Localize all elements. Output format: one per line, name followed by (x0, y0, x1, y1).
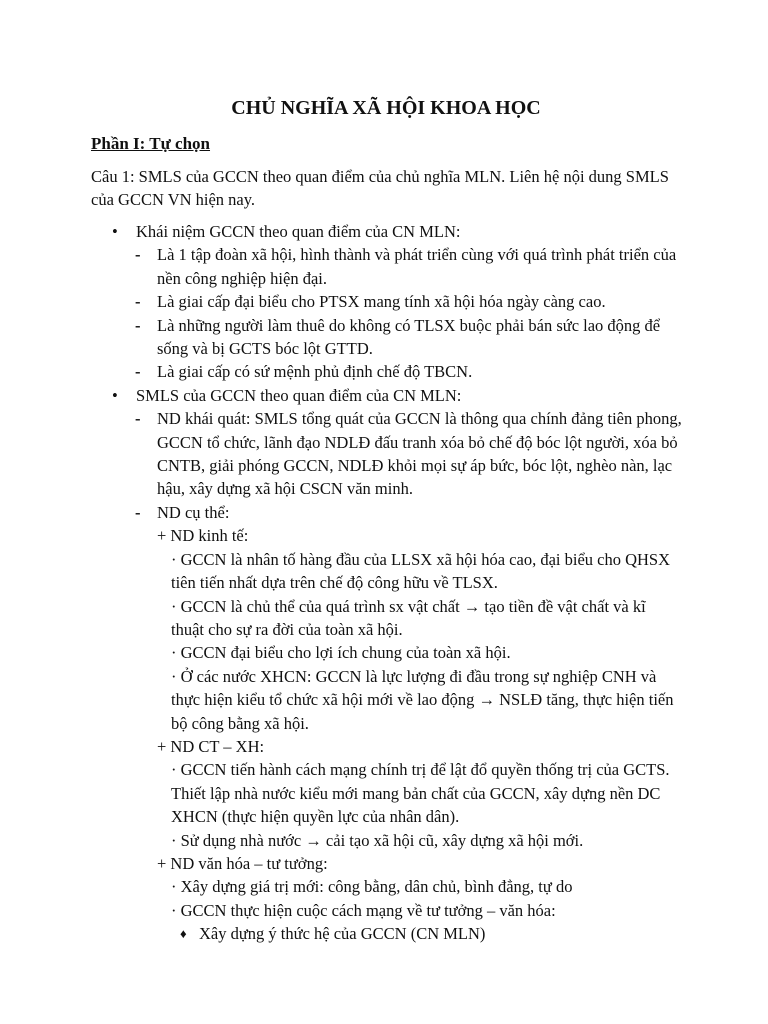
bullet-text: Khái niệm GCCN theo quan điểm của CN MLN: (136, 222, 461, 241)
dash-text: Là những người làm thuê do không có TLSX buộc phải bán sức lao động để sống và bị GCTS bóc lột GTTD. (157, 315, 661, 359)
dot-item: · GCCN là nhân tố hàng đầu của LLSX xã hội hóa cao, đại biểu cho QHSX tiên tiến nhất dựa trên chế độ công hữu về TLSX. (171, 549, 671, 593)
dash-marker: - (135, 245, 141, 265)
dash-item (91, 501, 685, 524)
dash-item (91, 314, 685, 361)
bullet-marker: • (112, 385, 118, 405)
subsection-heading-economic: + ND kinh tế: (157, 526, 249, 546)
document-content (91, 220, 691, 946)
question-paragraph: Câu 1: SMLS của GCCN theo quan điểm của chủ nghĩa MLN. Liên hệ nội dung SMLS của GCCN VN hiện nay. (91, 167, 669, 210)
dash-marker: - (135, 292, 141, 312)
section-heading: Phần I: Tự chọn (91, 134, 211, 153)
dash-item (91, 407, 685, 501)
dash-marker: - (135, 362, 141, 382)
dash-item (91, 243, 685, 290)
dash-marker: - (135, 409, 141, 429)
document-title: CHỦ NGHĨA XÃ HỘI KHOA HỌC (231, 97, 541, 119)
dash-text: Là 1 tập đoàn xã hội, hình thành và phát triển cùng với quá trình phát triển của nền công nghiệp hiện đại. (157, 245, 677, 288)
subsection-heading-political: + ND CT – XH: (157, 736, 265, 756)
bullet-item (91, 220, 691, 243)
diamond-item (91, 922, 691, 945)
bullet-item (91, 384, 691, 407)
dot-item: · GCCN thực hiện cuộc cách mạng về tư tưởng – văn hóa: (171, 900, 556, 920)
dot-item: · GCCN đại biểu cho lợi ích chung của toàn xã hội. (171, 643, 511, 663)
dot-item: · GCCN tiến hành cách mạng chính trị để lật đổ quyền thống trị của GCTS. Thiết lập nhà nước kiểu mới mang bản chất của GCCN, xây dựng nền DC XHCN (thực hiện quyền lực của nhân dân). (171, 760, 670, 827)
bullet-text: SMLS của GCCN theo quan điểm của CN MLN: (136, 385, 462, 405)
dot-item: · Ở các nước XHCN: GCCN là lực lượng đi đầu trong sự nghiệp CNH và thực hiện kiểu tổ chức xã hội mới về lao động → NSLĐ tăng, thực hiện tiến bộ công bằng xã hội. (171, 666, 674, 733)
dash-text: Là giai cấp đại biểu cho PTSX mang tính xã hội hóa ngày càng cao. (157, 292, 606, 312)
dash-text: ND khái quát: SMLS tổng quát của GCCN là thông qua chính đảng tiên phong, GCCN tổ chức, lãnh đạo NDLĐ đấu tranh xóa bỏ chế độ bóc lột người, xóa bỏ CNTB, giải phóng GCCN, NDLĐ khỏi mọi sự áp bức, bóc lột, nghèo nàn, lạc hậu, xây dựng xã hội CSCN văn minh. (157, 409, 682, 499)
dot-item: · Xây dựng giá trị mới: công bằng, dân chủ, bình đẳng, tự do (171, 877, 573, 897)
diamond-text: Xây dựng ý thức hệ của GCCN (CN MLN) (199, 924, 486, 944)
dash-text: ND cụ thể: (157, 502, 230, 522)
dash-item (91, 290, 685, 313)
dash-item (91, 360, 685, 383)
subsection-heading-cultural: + ND văn hóa – tư tưởng: (157, 853, 328, 873)
dash-marker: - (135, 502, 141, 522)
bullet-marker: • (112, 222, 118, 241)
diamond-marker: ♦ (180, 926, 187, 942)
dash-text: Là giai cấp có sứ mệnh phủ định chế độ TBCN. (157, 362, 473, 382)
dash-marker: - (135, 315, 141, 335)
dot-item: · GCCN là chủ thể của quá trình sx vật chất → tạo tiền đề vật chất và kĩ thuật cho sự ra đời của toàn xã hội. (171, 596, 646, 639)
dot-item: · Sử dụng nhà nước → cải tạo xã hội cũ, xây dựng xã hội mới. (171, 830, 584, 850)
